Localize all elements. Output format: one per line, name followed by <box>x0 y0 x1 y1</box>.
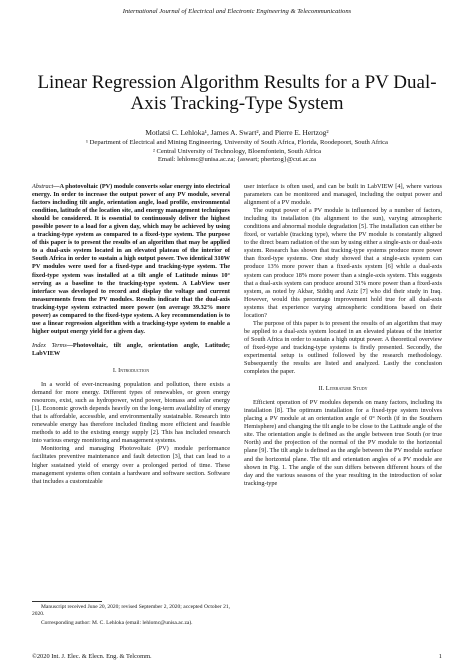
abstract-label: Abstract <box>32 183 54 190</box>
intro-paragraph-5: The purpose of this paper is to present the results of an algorithm that may be applied to a dual-axis system located in an elevated plateau of the interior of South Africa in order to sustain a high output power. A theoretical overview of fixed-type and tracking-type systems is firstly presented. Secondly, the experimental setup is outlined followed by the research methodology. Subsequently the results are listed and analyzed. Lastly the conclusion completes the paper. <box>244 319 442 376</box>
index-terms <box>32 342 230 358</box>
abstract <box>32 183 230 336</box>
journal-header: International Journal of Electrical and Electronic Engineering & Telecommunications <box>122 8 352 15</box>
affiliation-1: ¹ Department of Electrical and Mining Engineering, University of South Africa, Florida, Roodepoort, South Africa <box>86 139 388 146</box>
index-terms-label: Index Terms <box>32 341 67 349</box>
index-terms-text: —Photovoltaic, tilt angle, orientation angle, Latitude; LabVIEW <box>32 341 231 357</box>
affiliations <box>20 139 454 165</box>
intro-paragraph-3: user interface is often used, and can be built in LabVIEW [4], where various parameters can be monitored and managed, including the output power and alignment of a PV module. <box>244 183 442 207</box>
affiliation-2: ² Central University of Technology, Bloemfontein, South Africa <box>152 147 322 155</box>
footnotes <box>32 604 230 628</box>
footnote-corresponding-author: Corresponding author: M. C. Lehloka (email: lehlomc@unisa.ac.za). <box>41 619 193 626</box>
footnote-manuscript: Manuscript received June 20, 2020; revised September 2, 2020; accepted October 21, 2020. <box>32 604 230 617</box>
page-number: 1 <box>438 653 442 660</box>
literature-paragraph-1: Efficient operation of PV modules depends on many factors, including its installation [8]. The optimum installation for a fixed-type system involves placing a PV module at an orientation angle of 0° North (if in the Southern Hemisphere) and changing the tilt angle to be close to the Latitude angle of the site. The orientation angle is defined as the angle between true South (or true North) and the projection of the normal of the PV module to the horizontal plane [9]. The tilt angle is defined as the angle between the PV module surface and the horizontal plane. The tilt and orientation angles of a PV module are shown in Fig. 1. The angle of the sun differs between different hours of the day and the various seasons of the year resulting in the introduction of solar tracking-type <box>244 399 442 487</box>
footer-copyright: ©2020 Int. J. Elec. & Elecn. Eng. & Telcomm. <box>32 653 152 660</box>
paper-title: Linear Regression Algorithm Results for a PV Dual-Axis Tracking-Type System <box>37 72 437 114</box>
section-heading-literature-study: II. Literature Study <box>318 385 368 393</box>
author-emails: Email: lehlomc@unisa.ac.za; {aswart; phertzog}@cut.ac.za <box>157 156 317 164</box>
right-column <box>244 183 442 488</box>
author-list: Motlatsi C. Lehloka¹, James A. Swart², and Pierre E. Hertzog² <box>145 128 329 137</box>
intro-paragraph-1: In a world of ever-increasing population and pollution, there exists a demand for more energy. Different types of renewables, or green energy resources, exist, such as hydropower, wind power, biomass and solar energy [1]. Economic growth depends heavily on the long-term availability of energy that is affordable, accessible, and environmentally sustainable. Research into renewable energy has therefore included finding more efficient and feasible methods to add to the existing energy supply [2]. This has included research into various energy monitoring and management systems. <box>32 381 230 445</box>
intro-paragraph-4: The output power of a PV module is influenced by a number of factors, including its installation (its alignment to the sun), varying atmospheric conditions and abnormal module degradation [5]. The installation can either be fixed, or variable (tracking type), where the PV module is constantly aligned to the direct beam radiation of the sun by using either a single-axis or dual-axis system. Research has shown that tracking-type systems produce more power than fixed-type systems. One study showed that a single-axis system can produce 13% more power than a fixed-axis system [6] while a dual-axis system can produce 18% more power than a single-axis system. This suggests that a dual-axis system can produce around 31% more power than a fixed-axis system, as noted by Akbar, Siddiq and Aziz [7] who did their study in Iraq. However, would this percentage improvement hold true for all dual-axis systems that experience varying atmospheric conditions based on their location? <box>244 207 442 319</box>
footnote-divider <box>32 601 102 602</box>
abstract-text: —A photovoltaic (PV) module converts solar energy into electrical energy. In order to increase the output power of any PV module, several factors including tilt angle, orientation angle, load profile, environmental condition, latitude of the location site, and energy management techniques should be considered. It is essential to continuously deliver the highest possible power to a load for a given day, which may be achieved by using a tracking-type system as compared to a fixed-type system. The purpose of this paper is to present the results of an algorithm that may be applied to a dual-axis system located in an elevated plateau of the interior of South Africa in order to sustain a high output power. Two identical 310W PV modules were used for a fixed-type and tracking-type system. The fixed-type system was installed at a tilt angle of Latitude minus 10° serving as a baseline to the tracking-type system. A LabView user interface was developed to record and display the voltage and current measurements from the PV modules. Results indicate that the dual-axis tracking-type system extracted more power (on average 39.32% more power) as compared to the fixed-type system. A key recommendation is to use a linear regression algorithm with a tracking-type system to enable a higher output energy yield for a given day. <box>32 183 230 335</box>
left-column <box>32 183 230 486</box>
intro-paragraph-2: Monitoring and managing Photovoltaic (PV) module performance facilitates preventive maintenance and fault detection [3], that can lead to a higher sustained yield of energy over a prolonged period of time. These management systems often contain a hardware and software section. Software that includes a customizable <box>32 445 230 485</box>
section-heading-introduction: I. Introduction <box>112 366 150 374</box>
